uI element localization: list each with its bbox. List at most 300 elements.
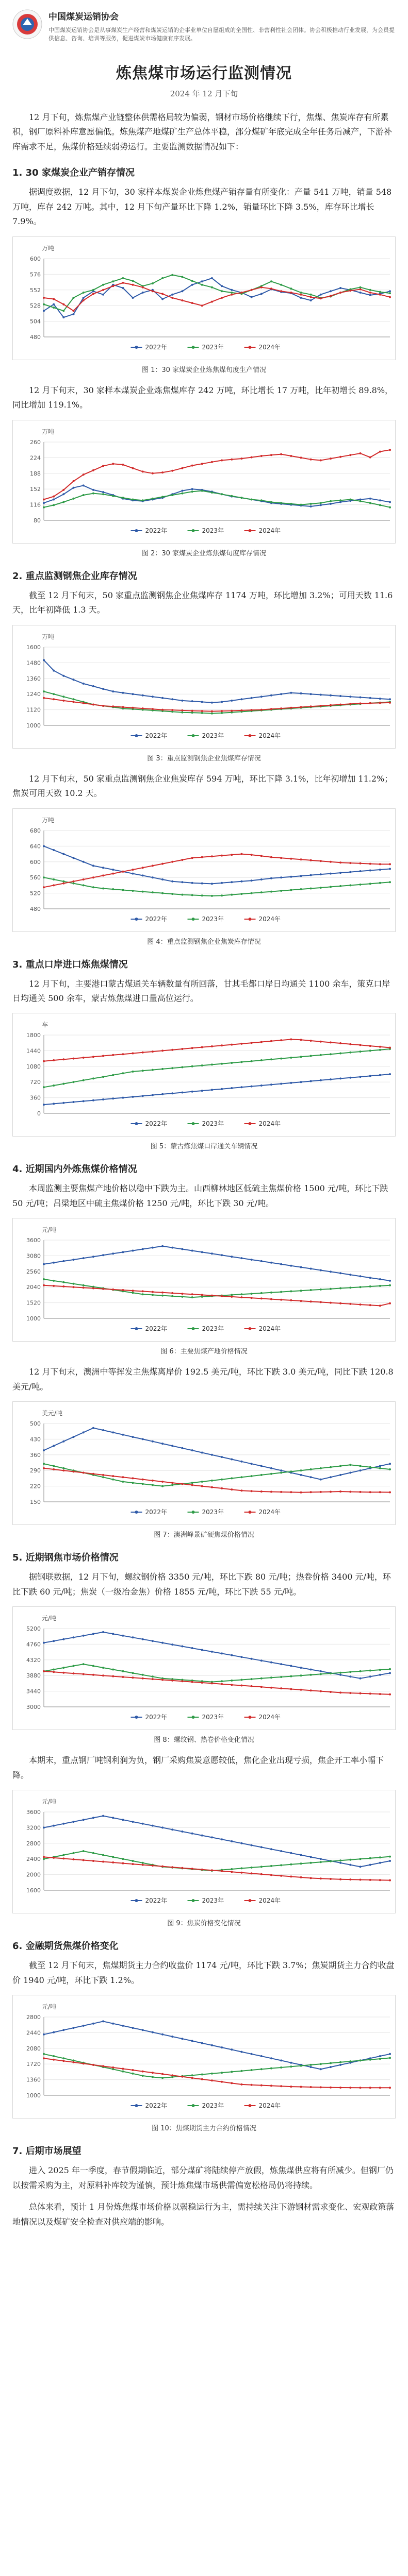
chart-5-y-tick: 1080 [26, 1063, 41, 1071]
chart-7-point [339, 1474, 341, 1476]
chart-5-legend-marker [135, 1122, 138, 1125]
chart-8-point [142, 1674, 144, 1676]
chart-10-point [231, 2082, 233, 2084]
chart-5-point [122, 1054, 124, 1056]
chart-9-point [191, 1868, 193, 1870]
chart-9-point [132, 1860, 134, 1862]
chart-1-point [369, 292, 371, 294]
chart-6-point [369, 1304, 371, 1307]
chart-3-y-tick: 1480 [26, 659, 41, 666]
chart-10-point [310, 2064, 312, 2066]
chart-8-point [320, 1673, 322, 1675]
chart-7-point [62, 1470, 64, 1472]
chart-6-point [221, 1255, 223, 1257]
chart-10-point [73, 2027, 75, 2029]
chart-2-point [62, 489, 64, 491]
chart-7-legend-label: 2022年 [145, 1509, 168, 1516]
chart-5-point [191, 1065, 193, 1067]
chart-4-y-tick: 520 [30, 890, 41, 897]
chart-8-point [132, 1672, 134, 1674]
chart-10-point [161, 2033, 164, 2036]
chart-7-point [360, 1470, 362, 1472]
chart-2-point [152, 497, 154, 499]
chart-3-point [73, 698, 75, 700]
chart-6-point [231, 1294, 233, 1296]
chart-9-point [389, 1879, 391, 1882]
chart-5-point [290, 1082, 292, 1084]
chart-10 [17, 1999, 399, 2113]
chart-1-point [310, 296, 312, 298]
chart-2-point [132, 467, 134, 469]
chart-5-point [339, 1053, 341, 1055]
chart-3-point [132, 706, 134, 708]
chart-10-point [221, 2081, 223, 2083]
chart-5-point [132, 1096, 134, 1098]
chart-4-point [290, 889, 292, 891]
chart-9-point [379, 1862, 381, 1864]
chart-4-point [161, 878, 164, 880]
chart-7-point [191, 1482, 193, 1484]
chart-7-point [389, 1468, 391, 1470]
chart-4-point [330, 886, 332, 888]
chart-3-point [53, 698, 55, 700]
chart-5-y-tick: 1440 [26, 1047, 41, 1055]
chart-5-point [92, 1099, 94, 1101]
chart-9-point [171, 1866, 173, 1868]
chart-2-point [251, 498, 253, 500]
chart-6-point [161, 1295, 164, 1297]
chart-1-point [201, 280, 203, 282]
chart-10-point [181, 2038, 183, 2040]
chart-6-point [73, 1259, 75, 1261]
chart-5-point [389, 1047, 391, 1049]
chart-8-point [369, 1676, 371, 1678]
chart-2-point [231, 458, 233, 460]
chart-5-point [260, 1041, 263, 1043]
chart-9-point [92, 1852, 94, 1854]
chart-3-point [201, 701, 203, 703]
chart-2-point [73, 486, 75, 488]
chart-4-point [349, 884, 351, 886]
chart-6-caption: 图 6：主要焦煤产地价格情况 [160, 1348, 248, 1356]
chart-9-point [73, 1858, 75, 1860]
chart-4-point [102, 874, 104, 876]
chart-4-point [92, 865, 94, 867]
chart-4-legend-marker [249, 918, 252, 921]
chart-3-point [92, 703, 94, 705]
chart-3-point [62, 699, 64, 701]
chart-10-point [339, 2061, 341, 2063]
chart-3-point [339, 703, 341, 705]
chart-7-point [92, 1473, 94, 1475]
chart-7-point [339, 1490, 341, 1493]
chart-6-point [360, 1303, 362, 1306]
chart-1-point [191, 283, 193, 285]
chart-2-point [270, 501, 272, 503]
chart-3-point [260, 708, 263, 710]
chart-2-point [300, 503, 302, 505]
chart-8-y-tick: 3000 [26, 1704, 41, 1711]
chart-5-point [339, 1042, 341, 1044]
chart-4-point [211, 883, 213, 885]
chart-3-point [339, 695, 341, 697]
chart-4-point [360, 862, 362, 864]
chart-2-point [102, 465, 104, 467]
chart-5-point [122, 1073, 124, 1075]
chart-2-point [310, 505, 312, 507]
section-5-paragraph: 据钢联数据，12 月下旬，螺纹钢价格 3350 元/吨，环比下跌 80 元/吨；热卷价格 3400 元/吨，环比下跌 60 元/吨；焦炭（一级冶金焦）价格 1855 元/吨，环比下跌 55 元/吨。 [12, 1572, 391, 1597]
chart-4-point [152, 865, 154, 867]
section-3-paragraph: 12 月下旬，主要港口蒙古煤通关车辆数量有所回落，甘其毛都口岸日均通关 1100 余车，策克口岸日均通关 500 余车，蒙古炼焦煤进口量高位运行。 [12, 978, 390, 1003]
chart-8-legend-label: 2023年 [202, 1714, 224, 1721]
chart-3-point [290, 706, 292, 708]
chart-8-point [310, 1689, 312, 1691]
chart-3-point [300, 692, 302, 694]
chart-6-point [379, 1285, 381, 1287]
chart-8-point [211, 1651, 213, 1653]
chart-1-point [161, 298, 164, 300]
chart-2-y-tick: 116 [30, 501, 41, 509]
chart-5-point [43, 1087, 45, 1089]
section-title-3: 3. 重点口岸进口炼焦煤情况 [12, 959, 128, 970]
chart-4-point [251, 854, 253, 856]
chart-2-point [73, 497, 75, 499]
chart-1-point [73, 313, 75, 315]
chart-2-point [231, 495, 233, 497]
chart-5-point [330, 1079, 332, 1081]
chart-4-point [320, 860, 322, 862]
chart-1-point [122, 277, 124, 279]
chart-9-point [102, 1815, 104, 1817]
chart-6-point [171, 1247, 173, 1249]
chart-5-container [12, 1013, 396, 1137]
chart-9-point [389, 1860, 391, 1862]
chart-2-legend-marker [192, 529, 195, 532]
section-1b-paragraph: 12 月下旬末，30 家样本煤炭企业炼焦煤库存 242 万吨，环比增长 17 万吨，比年初增长 89.8%，同比增加 119.1%。 [12, 385, 394, 410]
chart-9-point [339, 1862, 341, 1864]
chart-5-point [132, 1071, 134, 1073]
chart-1-point [191, 280, 193, 282]
chart-7-point [330, 1477, 332, 1479]
chart-9-legend-label: 2024年 [258, 1897, 281, 1905]
chart-1-point [102, 283, 104, 285]
chart-3-point [300, 706, 302, 708]
chart-4-point [181, 859, 183, 861]
chart-10-point [152, 2076, 154, 2078]
chart-8-point [339, 1674, 341, 1676]
chart-6-point [122, 1251, 124, 1253]
chart-6-legend-label: 2024年 [258, 1325, 281, 1333]
chart-5-point [270, 1040, 272, 1042]
chart-8-point [161, 1642, 164, 1644]
chart-1-point [53, 303, 55, 305]
chart-8-point [290, 1688, 292, 1690]
chart-5-point [251, 1060, 253, 1062]
chart-9-point [132, 1821, 134, 1823]
chart-2-y-tick: 260 [30, 438, 41, 446]
chart-6-point [270, 1292, 272, 1294]
chart-4-point [62, 882, 64, 884]
section-4-paragraph: 本周监测主要焦煤产地价格以稳中下跌为主。山西柳林地区低硫主焦煤价格 1500 元/吨，环比下跌 50 元/吨；吕梁地区中硫主焦煤价格 1250 元/吨，环比下跌 30 元/吨。 [12, 1183, 388, 1208]
chart-5-point [280, 1058, 282, 1060]
chart-5-point [310, 1055, 312, 1057]
chart-5-point [290, 1039, 292, 1041]
chart-2-point [112, 463, 114, 465]
chart-7-point [43, 1449, 45, 1451]
chart-3-point [122, 706, 124, 708]
chart-6-point [142, 1294, 144, 1296]
section-title-5: 5. 近期钢焦市场价格情况 [12, 1552, 119, 1564]
chart-3-point [211, 701, 213, 703]
chart-5-point [102, 1098, 104, 1100]
chart-5-point [152, 1094, 154, 1096]
chart-4-point [102, 867, 104, 869]
chart-9-point [152, 1865, 154, 1867]
chart-1-point [290, 287, 292, 290]
chart-6-point [191, 1296, 193, 1298]
chart-6-point [132, 1292, 134, 1294]
chart-6-point [330, 1271, 332, 1273]
chart-7-point [240, 1461, 242, 1463]
chart-10-point [211, 2073, 213, 2075]
chart-9-point [339, 1859, 341, 1861]
chart-10-point [122, 2068, 124, 2070]
chart-8-point [260, 1659, 263, 1662]
chart-1-point [112, 280, 114, 282]
chart-4-point [330, 872, 332, 874]
chart-3-y-tick: 1360 [26, 675, 41, 682]
chart-8-point [171, 1643, 173, 1646]
chart-1-container [12, 236, 396, 360]
chart-8-y-tick: 3880 [26, 1672, 41, 1680]
chart-6-point [62, 1285, 64, 1287]
chart-6-point [320, 1301, 322, 1303]
chart-9-point [260, 1846, 263, 1849]
chart-4-point [112, 869, 114, 871]
chart-7-point [122, 1434, 124, 1436]
chart-2-point [339, 499, 341, 501]
chart-4-point [73, 857, 75, 859]
chart-4-point [240, 880, 242, 882]
chart-8-point [201, 1649, 203, 1651]
chart-2-point [191, 488, 193, 490]
chart-8-point [231, 1654, 233, 1656]
chart-4-point [270, 890, 272, 892]
chart-10-point [142, 2075, 144, 2077]
chart-3-point [310, 705, 312, 707]
chart-6-point [83, 1257, 85, 1259]
chart-3-legend-marker [192, 734, 195, 737]
chart-1-point [62, 316, 64, 318]
chart-7 [17, 1406, 399, 1519]
chart-9-point [142, 1823, 144, 1825]
chart-8-point [92, 1633, 94, 1635]
chart-7-point [201, 1452, 203, 1454]
chart-2-point [270, 454, 272, 456]
chart-5-y-tick: 720 [30, 1079, 41, 1086]
chart-5-point [83, 1079, 85, 1081]
chart-10-point [171, 2036, 173, 2038]
chart-5-point [201, 1065, 203, 1067]
chart-2-point [92, 469, 94, 471]
chart-3-point [389, 701, 391, 703]
chart-4-point [171, 880, 173, 882]
chart-3-point [191, 709, 193, 711]
chart-2-point [379, 504, 381, 506]
chart-10-series-2-line [44, 2054, 390, 2078]
chart-2-point [171, 494, 173, 496]
section-6-paragraph: 截至 12 月下旬末，焦煤期货主力合约收盘价 1174 元/吨，环比下跌 3.7%；焦炭期货主力合约收盘价 1940 元/吨，环比下跌 1.2%。 [12, 1960, 395, 1985]
chart-9-point [221, 1870, 223, 1872]
chart-2-point [201, 463, 203, 465]
chart-8-point [132, 1637, 134, 1639]
chart-5-point [211, 1045, 213, 1047]
chart-9 [17, 1794, 399, 1908]
chart-4-point [270, 856, 272, 858]
chart-10-point [191, 2077, 193, 2079]
chart-2-point [369, 502, 371, 504]
chart-8-y-tick: 5200 [26, 1625, 41, 1633]
chart-3-point [379, 702, 381, 704]
chart-3-series-3-line [44, 698, 390, 711]
chart-3-point [142, 707, 144, 709]
chart-10-point [260, 2084, 263, 2087]
chart-1-point [161, 293, 164, 295]
chart-2-point [260, 455, 263, 457]
chart-1-point [201, 304, 203, 307]
chart-2-point [83, 484, 85, 486]
chart-2-point [280, 502, 282, 504]
chart-1-point [142, 286, 144, 288]
chart-2-legend-marker [249, 529, 252, 532]
chart-3-point [231, 709, 233, 711]
chart-8-point [240, 1679, 242, 1681]
chart-3-point [83, 702, 85, 704]
chart-5-point [132, 1053, 134, 1055]
chart-7-point [360, 1491, 362, 1493]
chart-10-legend-marker [192, 2104, 195, 2107]
chart-7-point [211, 1454, 213, 1456]
chart-7-point [240, 1477, 242, 1479]
chart-3-y-tick: 1240 [26, 690, 41, 698]
article-title: 炼焦煤市场运行监测情况 [116, 64, 292, 82]
chart-2-point [92, 489, 94, 491]
chart-6-point [330, 1288, 332, 1290]
chart-8-y-tick: 4320 [26, 1657, 41, 1664]
chart-4-point [92, 876, 94, 878]
chart-10-point [379, 2058, 381, 2060]
chart-1-point [83, 299, 85, 301]
chart-5-point [53, 1084, 55, 1087]
chart-7-point [300, 1492, 302, 1494]
chart-3-point [211, 712, 213, 714]
chart-7-point [240, 1490, 242, 1492]
chart-6-point [231, 1256, 233, 1258]
chart-1-point [300, 293, 302, 295]
chart-1-point [320, 297, 322, 299]
chart-2-point [300, 456, 302, 459]
chart-9-legend-marker [135, 1899, 138, 1902]
chart-7-point [260, 1490, 263, 1493]
chart-9-point [83, 1850, 85, 1852]
chart-10-point [142, 2029, 144, 2031]
chart-10-point [53, 2059, 55, 2061]
chart-4-point [389, 863, 391, 865]
chart-2-point [310, 458, 312, 460]
chart-5-point [62, 1059, 64, 1061]
chart-8-legend-marker [249, 1716, 252, 1719]
chart-4-legend-label: 2022年 [145, 915, 168, 923]
chart-2-point [161, 471, 164, 473]
chart-6-series-1-line [44, 1246, 390, 1281]
chart-5-point [231, 1087, 233, 1089]
chart-10-point [300, 2086, 302, 2088]
chart-3-point [251, 709, 253, 711]
chart-5-point [62, 1102, 64, 1104]
chart-2-point [73, 480, 75, 482]
chart-7-point [251, 1490, 253, 1493]
chart-1-point [379, 293, 381, 295]
chart-1-point [300, 297, 302, 299]
chart-9-point [310, 1877, 312, 1879]
chart-7-point [369, 1492, 371, 1494]
chart-7-point [152, 1484, 154, 1486]
chart-7-point [53, 1465, 55, 1467]
chart-2-point [320, 459, 322, 461]
chart-5-point [349, 1077, 351, 1079]
chart-5-point [240, 1043, 242, 1045]
chart-5-point [360, 1044, 362, 1046]
chart-4-point [201, 882, 203, 884]
chart-1-point [339, 292, 341, 294]
chart-1-point [102, 289, 104, 291]
chart-9-point [161, 1866, 164, 1868]
chart-10-point [330, 2087, 332, 2089]
chart-8-point [310, 1674, 312, 1676]
chart-4-point [260, 878, 263, 880]
chart-9-point [142, 1862, 144, 1864]
chart-10-point [122, 2071, 124, 2073]
chart-7-point [231, 1488, 233, 1490]
chart-3-point [102, 688, 104, 690]
chart-10-point [251, 2084, 253, 2086]
chart-7-point [320, 1467, 322, 1469]
chart-9-point [300, 1862, 302, 1865]
chart-6-point [171, 1295, 173, 1297]
chart-6 [17, 1223, 399, 1336]
chart-4-point [300, 858, 302, 860]
chart-8-point [83, 1635, 85, 1637]
chart-6-y-tick: 3600 [26, 1237, 41, 1244]
chart-1-point [389, 290, 391, 292]
chart-6-point [92, 1287, 94, 1290]
chart-8-point [83, 1673, 85, 1675]
chart-6-legend-label: 2022年 [145, 1325, 168, 1333]
chart-9-point [320, 1861, 322, 1863]
chart-9-legend-label: 2022年 [145, 1897, 168, 1905]
chart-5-point [379, 1049, 381, 1051]
chart-1-point [369, 289, 371, 291]
chart-9-point [251, 1844, 253, 1846]
chart-3-point [221, 701, 223, 703]
chart-9-point [152, 1825, 154, 1827]
chart-10-point [349, 2087, 351, 2089]
chart-1-point [360, 292, 362, 294]
chart-6-point [360, 1286, 362, 1289]
chart-6-point [290, 1299, 292, 1301]
chart-4-point [83, 878, 85, 880]
chart-4-point [43, 876, 45, 878]
